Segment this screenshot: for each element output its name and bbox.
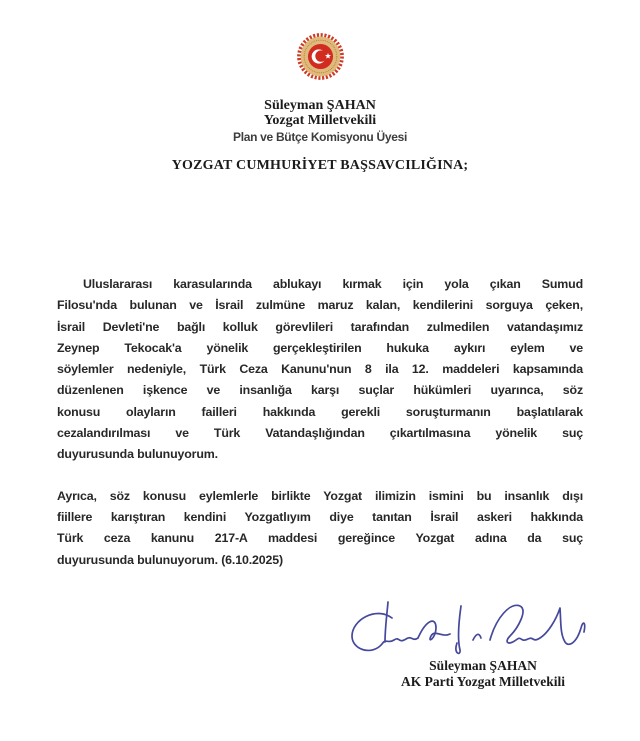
paragraph-line: fiillere karıştıran kendini Yozgatlıyım diye tanıtan İsrail askeri hakkında	[57, 509, 583, 524]
handwritten-signature	[330, 594, 592, 664]
crescent-cut	[315, 50, 326, 61]
paragraph-line: cezalandırılması ve Türk Vatandaşlığından çıkartılmasına yönelik suç	[57, 426, 583, 441]
signature-stroke	[490, 605, 585, 644]
signature-stroke	[352, 613, 450, 650]
signature-stroke	[385, 602, 388, 642]
paragraph-line: Filosu'nda bulunan ve İsrail zulmüne maruz kalan, kendilerini sorguya çeken,	[57, 298, 583, 313]
paragraph-line: söylemler nedeniyle, Türk Ceza Kanunu'nun 8 ila 12. maddeleri kapsamında	[57, 362, 583, 377]
paragraph-line: Ayrıca, söz konusu eylemlerle birlikte Yozgat ilimizin ismini bu insanlık dışı	[57, 488, 583, 503]
addressee-line: YOZGAT CUMHURİYET BAŞSAVCILIĞINA;	[171, 158, 469, 173]
paragraph-line: düzenlenen işkence ve insanlığa karşı suçlar hükümleri uyarınca, söz	[57, 383, 583, 398]
signature-name: Süleyman ŞAHAN	[429, 658, 537, 673]
paragraph-line: duyurusunda bulunuyorum.	[57, 447, 218, 462]
body-paragraphs	[57, 274, 583, 591]
paragraph-line: konusu olayların failleri hakkında gerekli soruşturmanın başlatılarak	[57, 404, 583, 419]
tbmm-parliament-emblem-icon	[294, 30, 347, 83]
signature-block	[343, 658, 623, 690]
paragraph	[57, 486, 583, 571]
sender-subtitle: Plan ve Bütçe Komisyonu Üyesi	[232, 130, 408, 144]
letterhead	[0, 98, 640, 144]
signature-stroke	[473, 634, 481, 640]
paragraph	[57, 274, 583, 466]
signature-stroke	[456, 606, 461, 653]
paragraph-line: Uluslararası karasularında ablukayı kırmak için yola çıkan Sumud	[83, 277, 583, 291]
paragraph-line: duyurusunda bulunuyorum. (6.10.2025)	[57, 552, 283, 567]
paragraph-line: Türk ceza kanunu 217-A maddesi gereğince Yozgat adına da suç	[57, 531, 583, 546]
paragraph-line: Zeynep Tekocak'a yönelik gerçekleştirilen hukuka aykırı eylem ve	[57, 340, 583, 355]
sender-title: Yozgat Milletvekili	[263, 113, 377, 128]
signature-title: AK Parti Yozgat Milletvekili	[400, 674, 566, 689]
paragraph-line: İsrail Devleti'ne bağlı kolluk görevlileri tarafından zulmedilen vatandaşımız	[57, 319, 583, 334]
sender-name: Süleyman ŞAHAN	[264, 98, 376, 113]
